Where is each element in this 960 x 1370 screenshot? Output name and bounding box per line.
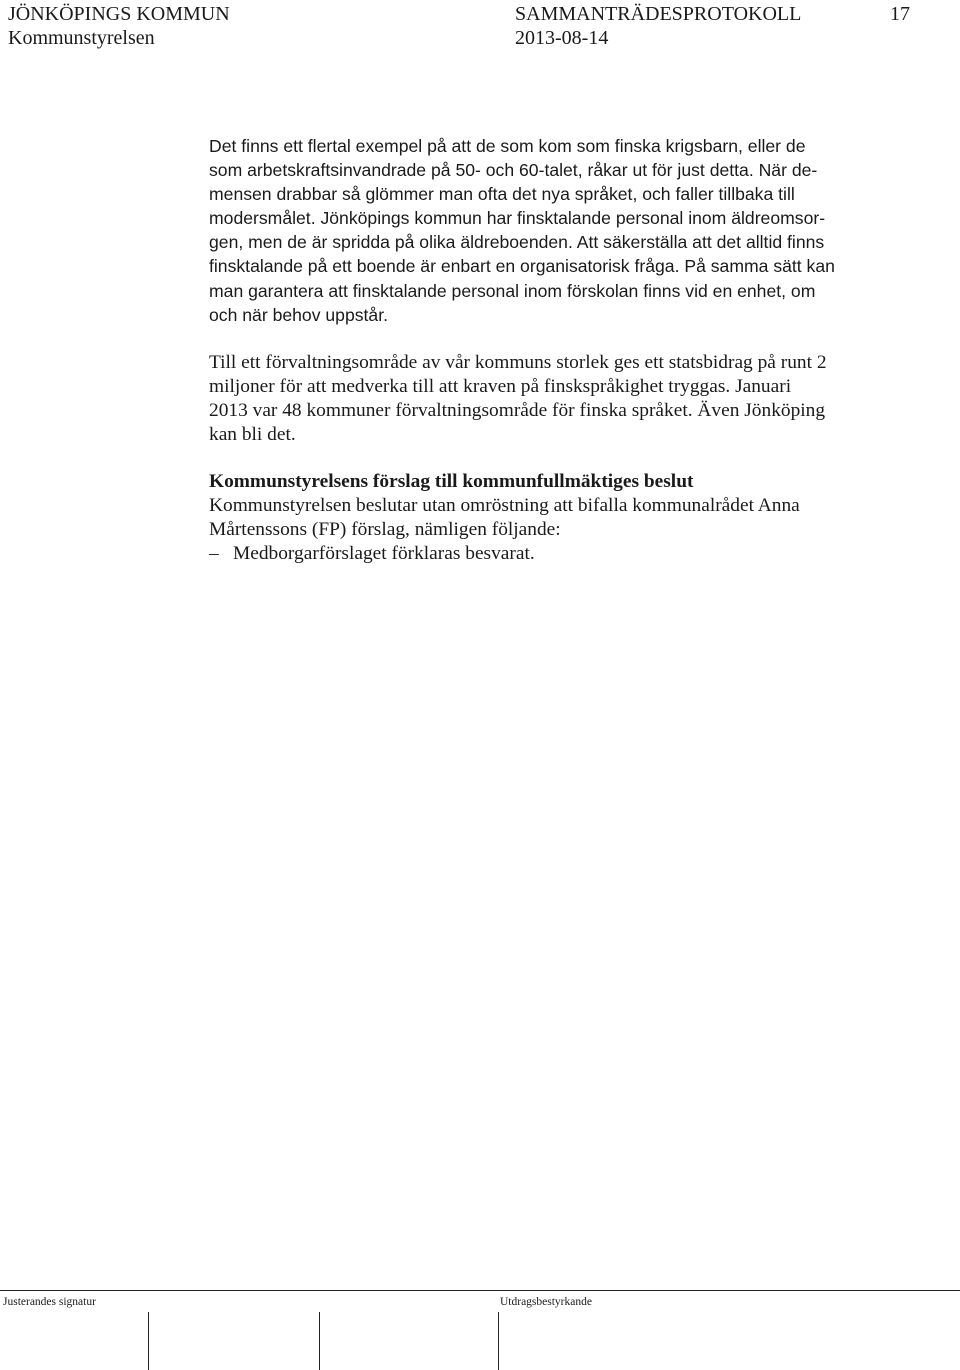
paragraph-dementia-language (209, 134, 889, 327)
text-line: Kommunstyrelsen beslutar utan omröstning att bifalla kommunalrådet Anna (209, 495, 800, 516)
signature-box-divider (148, 1312, 149, 1370)
certifier-label: Utdragsbestyrkande (500, 1296, 592, 1308)
text-line: och när behov uppstår. (209, 304, 388, 325)
signature-box-divider (319, 1312, 320, 1370)
paragraph-state-grant (209, 351, 899, 447)
text-line: mensen drabbar så glömmer man ofta det nya språket, och faller tillbaka till (209, 184, 795, 205)
page-number: 17 (890, 3, 910, 25)
text-line: finsktalande på ett boende är enbart en organisatorisk fråga. På samma sätt kan (209, 256, 835, 277)
text-line: Det finns ett flertal exempel på att de som kom som finska krigsbarn, eller de (209, 136, 806, 156)
signature-label: Justerandes signatur (3, 1296, 96, 1308)
board-name: Kommunstyrelsen (8, 27, 155, 49)
proposal-section (209, 470, 899, 566)
text-line: Till ett förvaltningsområde av vår kommuns storlek ges ett statsbidrag på runt 2 (209, 352, 827, 373)
decision-text: Medborgarförslaget förklaras besvarat. (233, 543, 535, 564)
text-line: kan bli det. (209, 424, 296, 445)
footer-rule (0, 1290, 960, 1291)
text-line: modersmålet. Jönköpings kommun har finsktalande personal inom äldreomsor- (209, 208, 826, 229)
text-line: miljoner för att medverka till att kraven på finskspråkighet tryggas. Januari (209, 376, 792, 397)
text-line: man garantera att finsktalande personal inom förskolan finns vid en enhet, om (209, 280, 816, 301)
decision-item (209, 542, 899, 566)
document-type: SAMMANTRÄDESPROTOKOLL (515, 3, 802, 25)
proposal-heading: Kommunstyrelsens förslag till kommunfullmäktiges beslut (209, 471, 694, 492)
certifier-box-divider (498, 1312, 499, 1370)
text-line: 2013 var 48 kommuner förvaltningsområde för finska språket. Även Jönköping (209, 400, 826, 421)
meeting-date: 2013-08-14 (515, 27, 609, 49)
organization-name: JÖNKÖPINGS KOMMUN (8, 3, 230, 25)
text-line: som arbetskraftsinvandrade på 50- och 60-talet, råkar ut för just detta. När de- (209, 160, 818, 181)
text-line: gen, men de är spridda på olika äldreboenden. Att säkerställa att det alltid finns (209, 232, 825, 253)
text-line: Mårtenssons (FP) förslag, nämligen följande: (209, 519, 561, 540)
dash-bullet: – (209, 543, 219, 564)
